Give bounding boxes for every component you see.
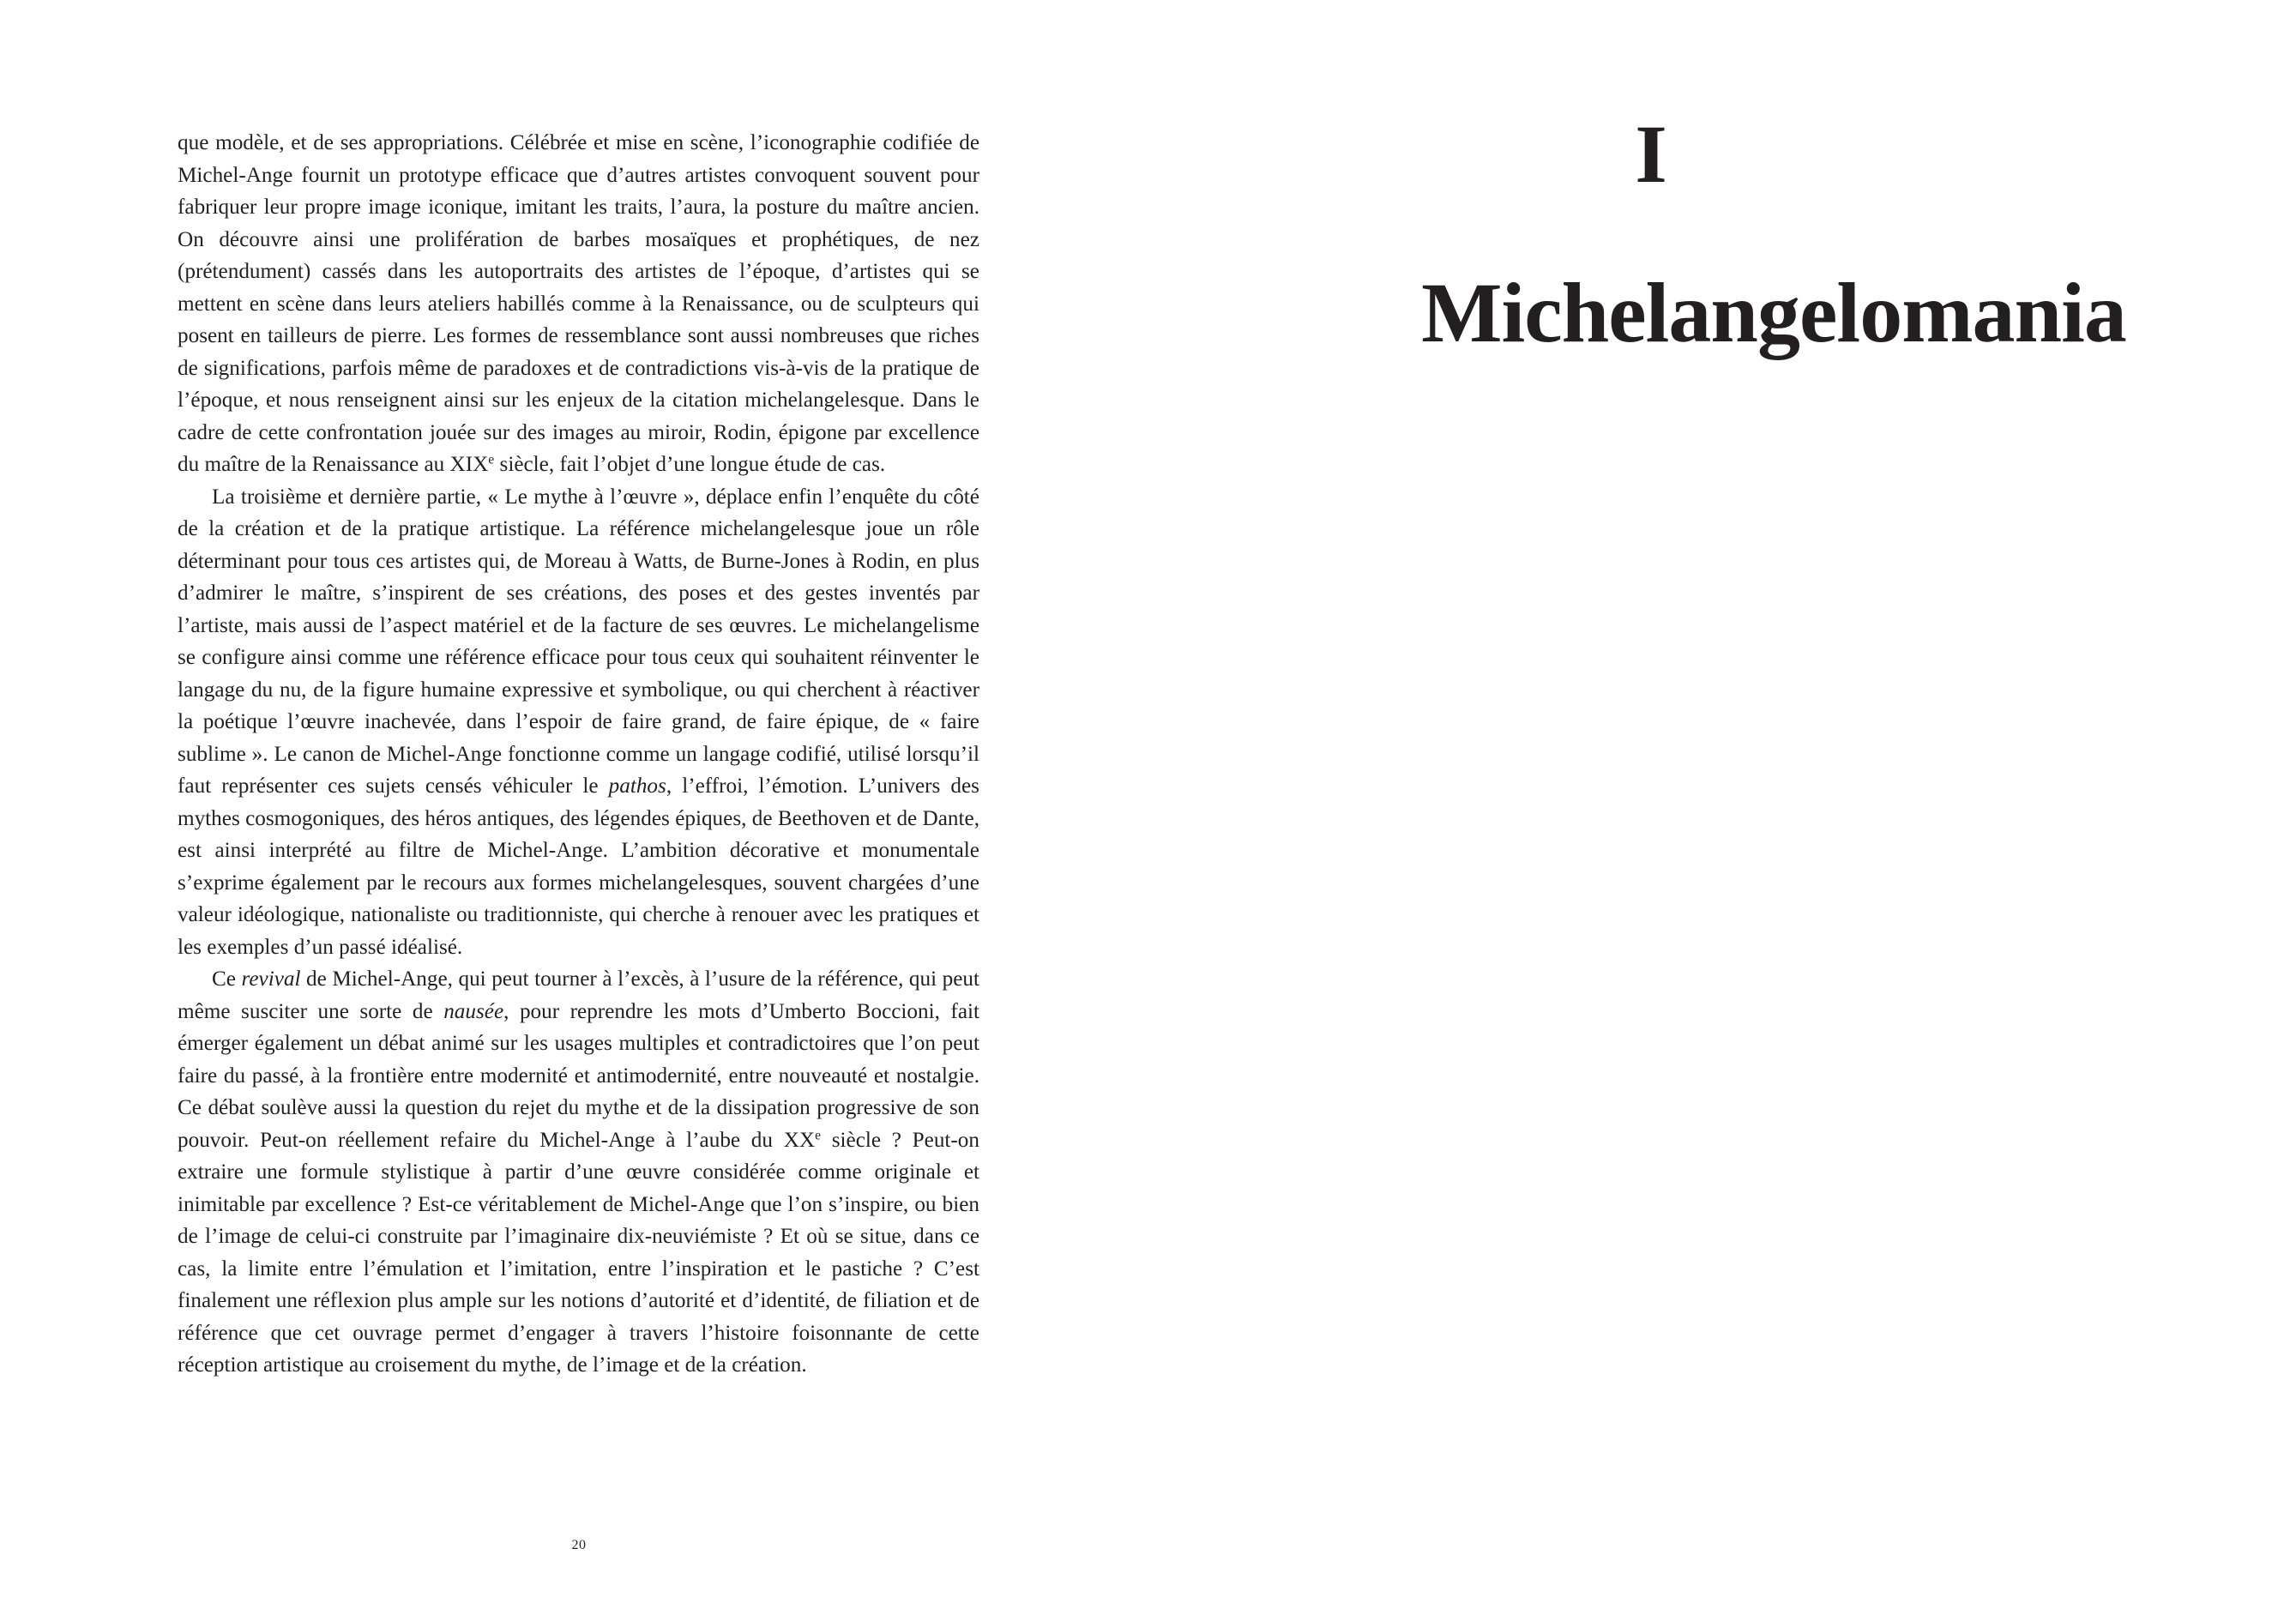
- text-run: que modèle, et de ses appropriations. Célébrée et mise en scène, l’iconographie codifiée de Michel-Ange fournit un prototype efficace que d’autres artistes convoquent souvent pour fabriquer leur propre image iconique, imitant les traits, l’aura, la posture du maître ancien. On découvre ainsi une prolifération de barbes mosaïques et prophétiques, de nez (prétendument) cassés dans les autoportraits des artistes de l’époque, d’artistes qui se mettent en scène dans leurs ateliers habillés comme à la Renaissance, ou de sculpteurs qui posent en tailleurs de pierre. Les formes de ressemblance sont aussi nombreuses que riches de significations, parfois même de paradoxes et de contradictions vis-à-vis de la pratique de l’époque, et nous renseignent ainsi sur les enjeux de la citation michelangelesque. Dans le cadre de cette confrontation jouée sur des images au miroir, Rodin, épigone par excellence du maître de la Renaissance au XIX: [178, 131, 979, 476]
- right-page: [1148, 0, 2296, 1621]
- superscript-e: e: [488, 452, 495, 467]
- italic-word: revival: [241, 967, 301, 991]
- italic-word: pathos: [608, 774, 666, 798]
- text-run: Ce: [212, 967, 242, 991]
- chapter-title: Michelangelomania: [1421, 265, 2126, 360]
- text-run: , l’effroi, l’émotion. L’univers des mythes cosmogoniques, des héros antiques, des légendes épiques, de Beethoven et de Dante, est ainsi interprété au filtre de Michel-Ange. L’ambition décorative et monumentale s’exprime également par le recours aux formes michelangelesques, souvent chargées d’une valeur idéologique, nationaliste ou traditionniste, qui cherche à renouer avec les pratiques et les exemples d’un passé idéalisé.: [178, 774, 979, 959]
- text-run: siècle ? Peut-on extraire une formule stylistique à partir d’une œuvre considérée comme originale et inimitable par excellence ? Est-ce véritablement de Michel-Ange que l’on s’inspire, ou bien de l’image de celui-ci construite par l’imaginaire dix-neuviémiste ? Et où se situe, dans ce cas, la limite entre l’émulation et l’imitation, entre l’inspiration et le pastiche ? C’est finalement une réflexion plus ample sur les notions d’autorité et d’identité, de filiation et de référence que cet ouvrage permet d’engager à travers l’histoire foisonnante de cette réception artistique au croisement du mythe, de l’image et de la création.: [178, 1128, 979, 1377]
- text-run: La troisième et dernière partie, « Le mythe à l’œuvre », déplace enfin l’enquête du côté de la création et de la pratique artistique. La référence michelangelesque joue un rôle déterminant pour tous ces artistes qui, de Moreau à Watts, de Burne-Jones à Rodin, en plus d’admirer le maître, s’inspirent de ses créations, des poses et des gestes inventés par l’artiste, mais aussi de l’aspect matériel et de la facture de ses œuvres. Le michelangelisme se configure ainsi comme une référence efficace pour tous ceux qui souhaitent réinventer le langage du nu, de la figure humaine expressive et symbolique, ou qui cherchent à réactiver la poétique l’œuvre inachevée, dans l’espoir de faire grand, de faire épique, de « faire sublime ». Le canon de Michel-Ange fonctionne comme un langage codifié, utilisé lorsqu’il faut représenter ces sujets censés véhiculer le: [178, 485, 979, 798]
- text-run: , pour reprendre les mots d’Umberto Boccioni, fait émerger également un débat animé sur les usages multiples et contradictoires que l’on peut faire du passé, à la frontière entre modernité et antimodernité, entre nouveauté et nostalgie. Ce débat soulève aussi la question du rejet du mythe et de la dissipation progressive de son pouvoir. Peut-on réellement refaire du Michel-Ange à l’aube du XX: [178, 999, 979, 1152]
- chapter-number: [1147, 103, 2295, 206]
- text-run: de Michel-Ange, qui peut tourner à l’excès, à l’usure de la référence, qui peut même susciter une sorte de: [178, 967, 979, 1023]
- paragraph: [178, 127, 979, 481]
- page-number: 20: [571, 1538, 587, 1552]
- body-text: [178, 127, 979, 1382]
- text-run: siècle, fait l’objet d’une longue étude de cas.: [494, 453, 886, 476]
- chapter-number-text: I: [1635, 108, 1667, 200]
- paragraph: [178, 963, 979, 1382]
- italic-word: nausée: [443, 999, 504, 1023]
- paragraph: [178, 481, 979, 964]
- superscript-e: e: [815, 1127, 822, 1142]
